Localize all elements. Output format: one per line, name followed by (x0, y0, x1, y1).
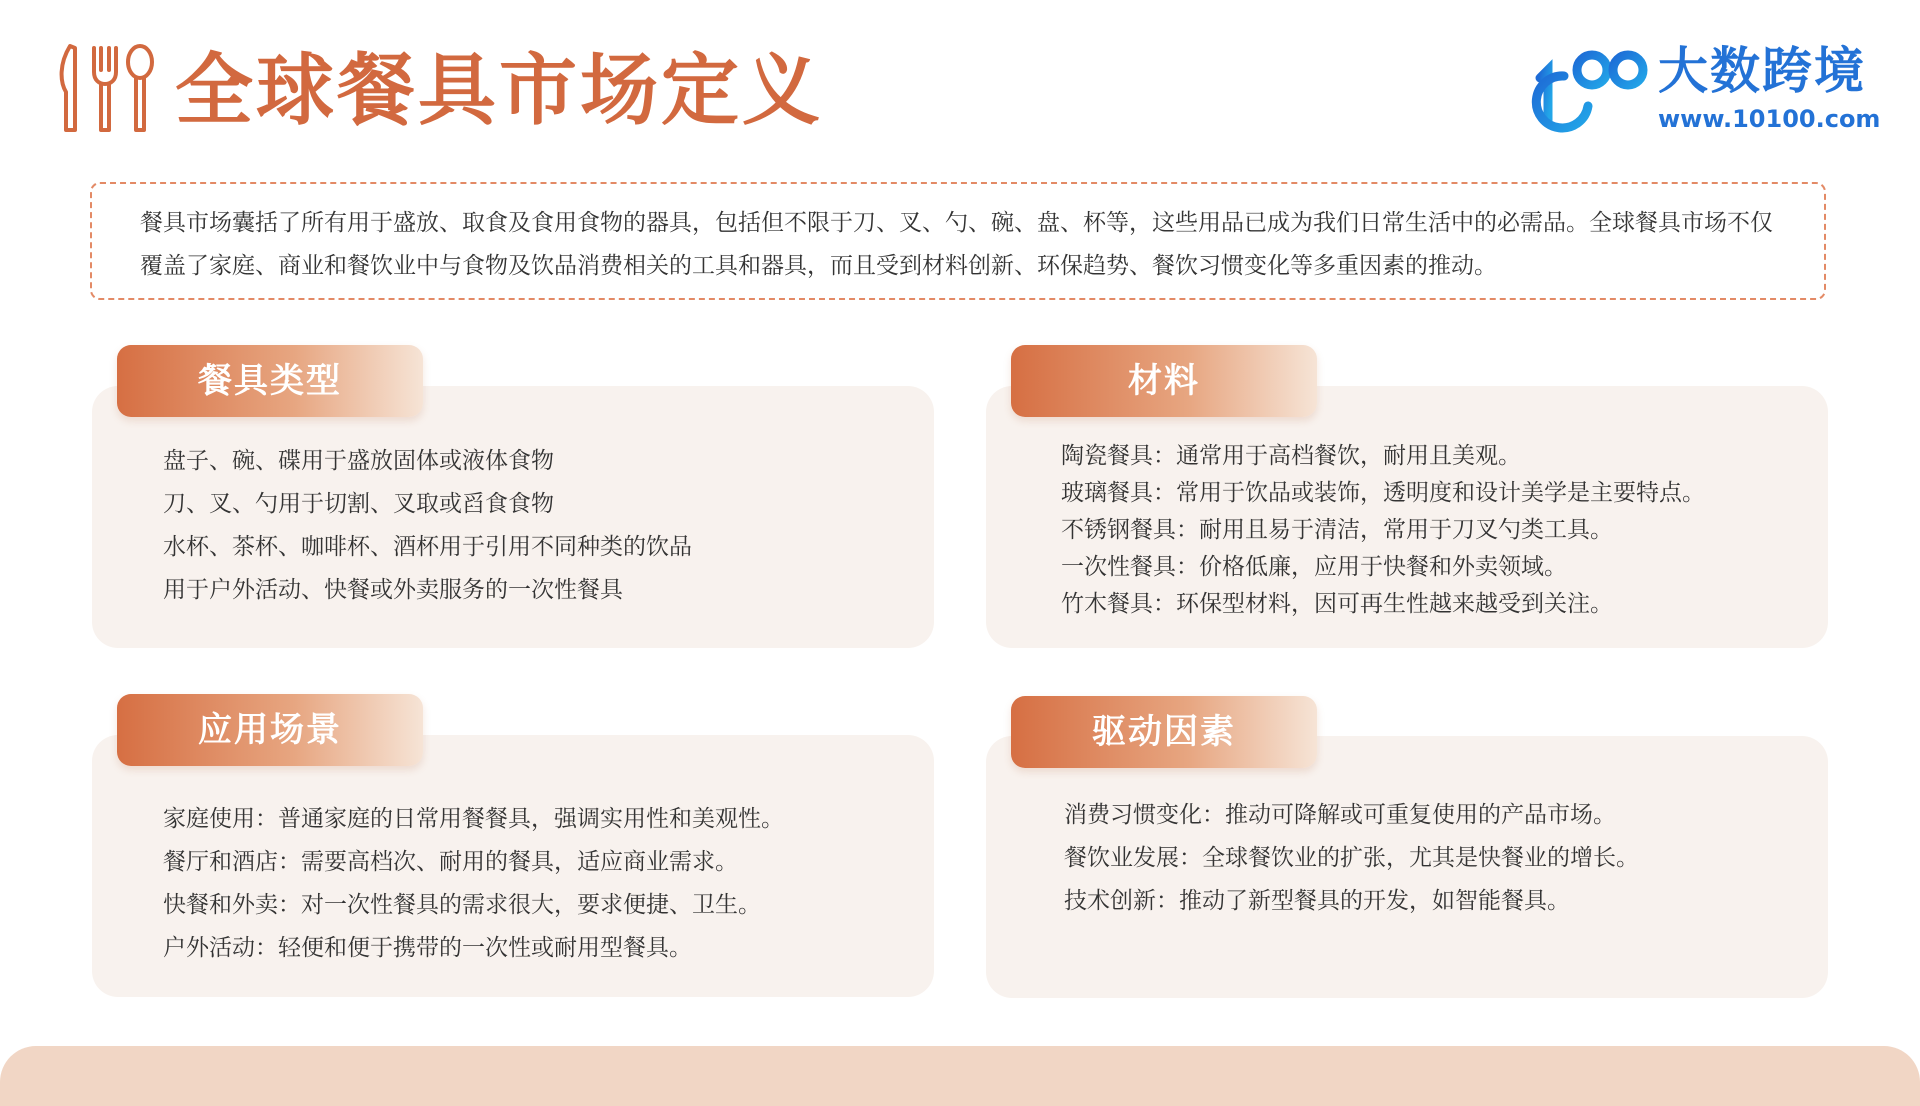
list-item: 不锈钢餐具：耐用且易于清洁，常用于刀叉勺类工具。 (1061, 517, 1613, 543)
tab-drivers: 驱动因素 (1011, 696, 1317, 768)
list-item: 玻璃餐具：常用于饮品或装饰，透明度和设计美学是主要特点。 (1061, 480, 1705, 506)
list-item: 技术创新：推动了新型餐具的开发，如智能餐具。 (1064, 888, 1570, 914)
list-item: 盘子、碗、碟用于盛放固体或液体食物 (163, 448, 554, 474)
list-item: 用于户外活动、快餐或外卖服务的一次性餐具 (163, 577, 623, 603)
page-title: 全球餐具市场定义 (175, 46, 824, 136)
list-item: 水杯、茶杯、咖啡杯、酒杯用于引用不同种类的饮品 (163, 534, 692, 560)
brand-logo (1530, 42, 1881, 140)
list-materials (1061, 438, 1705, 623)
logo-10100-icon (1530, 44, 1660, 140)
intro-text: 餐具市场囊括了所有用于盛放、取食及食用食物的器具，包括但不限于刀、叉、勺、碗、盘、杯等，这些用品已成为我们日常生活中的必需品。全球餐具市场不仅覆盖了家庭、商业和餐饮业中与食物及饮品消费相关的工具和器具，而且受到材料创新、环保趋势、餐饮习惯变化等多重因素的推动。 (140, 210, 1773, 279)
cutlery-icon (56, 42, 156, 136)
list-item: 快餐和外卖：对一次性餐具的需求很大，要求便捷、卫生。 (163, 892, 761, 918)
tab-scenarios: 应用场景 (117, 694, 423, 766)
bottom-band (0, 1046, 1920, 1106)
list-item: 户外活动：轻便和便于携带的一次性或耐用型餐具。 (163, 935, 692, 961)
list-item: 餐饮业发展：全球餐饮业的扩张，尤其是快餐业的增长。 (1064, 845, 1639, 871)
tab-tableware-types: 餐具类型 (117, 345, 423, 417)
list-tableware-types (163, 440, 692, 612)
list-item: 家庭使用：普通家庭的日常用餐餐具，强调实用性和美观性。 (163, 806, 784, 832)
logo-url: www.10100.com (1658, 105, 1881, 133)
list-item: 餐厅和酒店：需要高档次、耐用的餐具，适应商业需求。 (163, 849, 738, 875)
tab-materials: 材料 (1011, 345, 1317, 417)
list-item: 刀、叉、勺用于切割、叉取或舀食食物 (163, 491, 554, 517)
list-item: 消费习惯变化：推动可降解或可重复使用的产品市场。 (1064, 802, 1616, 828)
list-item: 一次性餐具：价格低廉，应用于快餐和外卖领域。 (1061, 554, 1567, 580)
logo-name: 大数跨境 (1658, 42, 1866, 100)
list-drivers (1064, 794, 1639, 923)
list-scenarios (163, 798, 784, 970)
list-item: 陶瓷餐具：通常用于高档餐饮，耐用且美观。 (1061, 443, 1521, 469)
intro-box (90, 182, 1826, 300)
list-item: 竹木餐具：环保型材料，因可再生性越来越受到关注。 (1061, 591, 1613, 617)
